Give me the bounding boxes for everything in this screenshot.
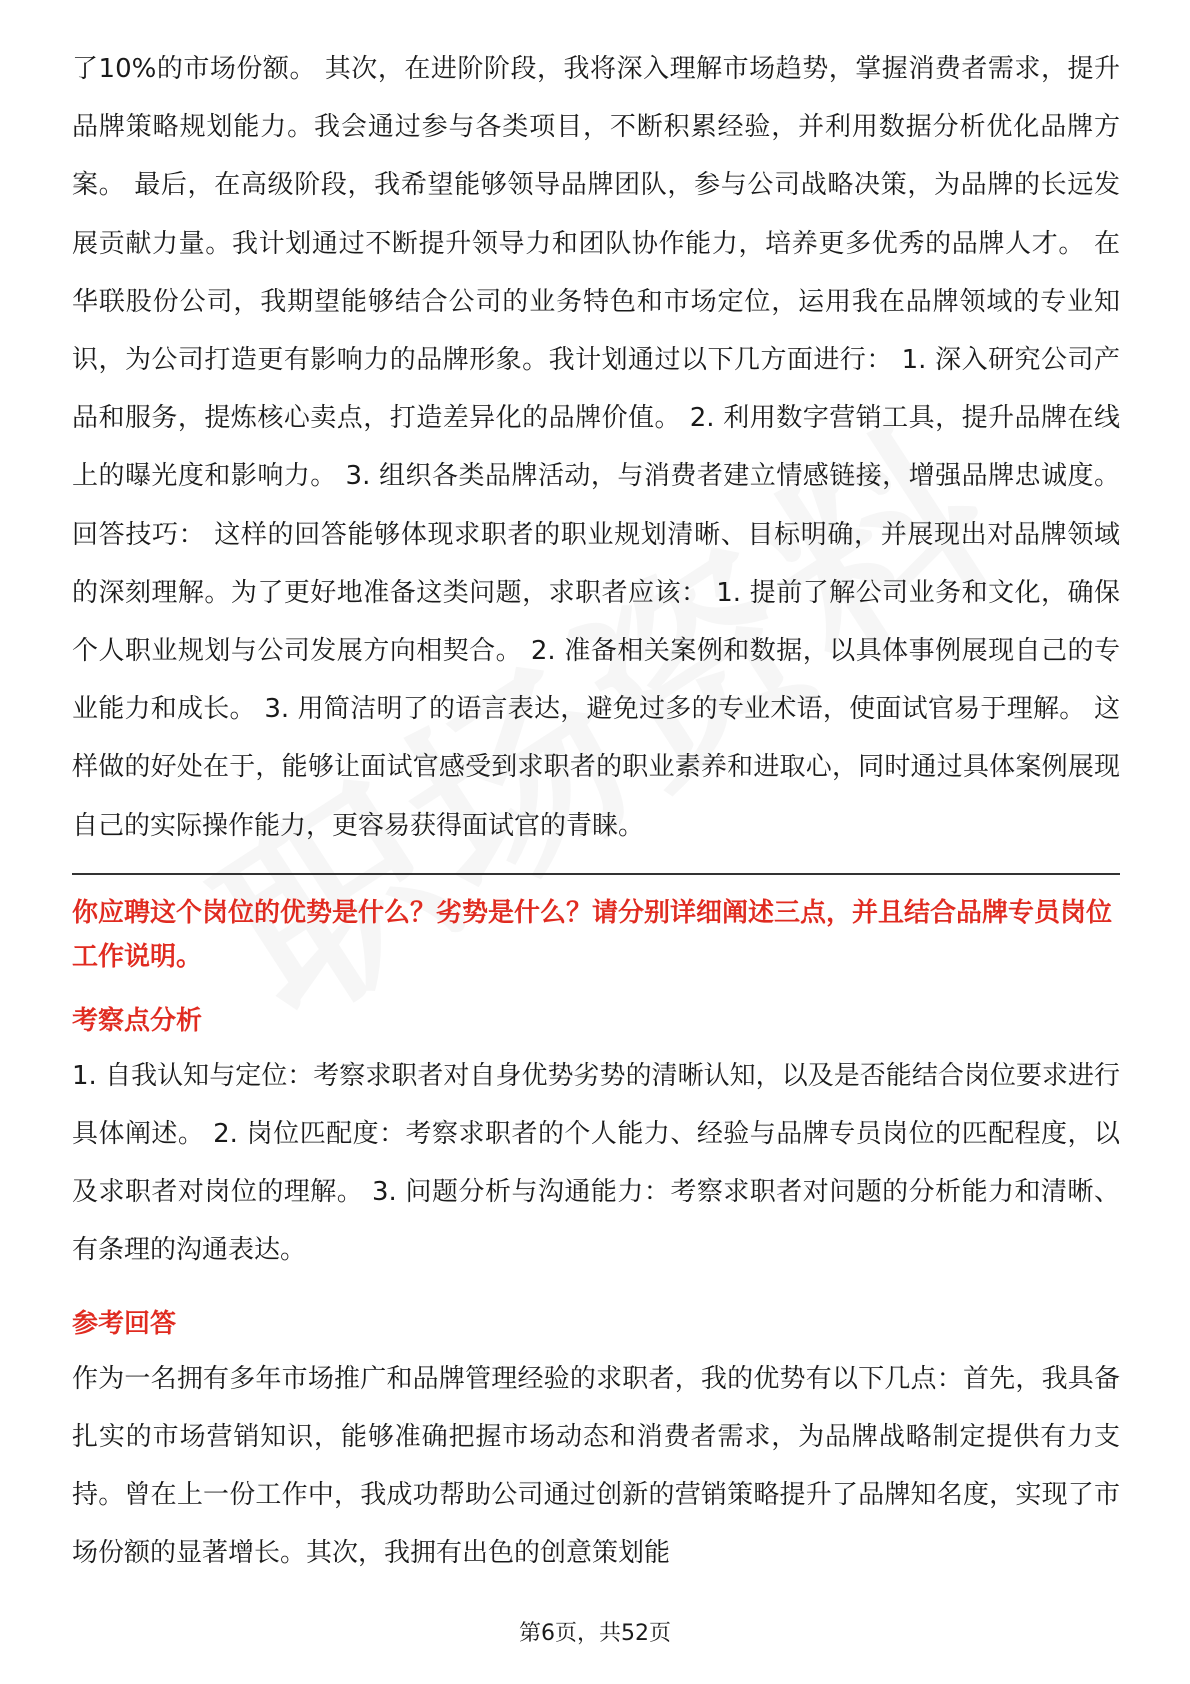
reference-heading: 参考回答 [72,1308,177,1339]
reference-section [72,1302,1120,1583]
section-divider [72,873,1120,875]
continuation-paragraph: 了10%的市场份额。 其次，在进阶阶段，我将深入理解市场趋势，掌握消费者需求，提升品牌策略规划能力。我会通过参与各类项目，不断积累经验，并利用数据分析优化品牌方案。 最后，在高级阶段，我希望能够领导品牌团队，参与公司战略决策，为品牌的长远发展贡献力量。我计划通过不断提升领导力和团队协作能力，培养更多优秀的品牌人才。 在华联股份公司，我期望能够结合公司的业务特色和市场定位，运用我在品牌领域的专业知识，为公司打造更有影响力的品牌形象。我计划通过以下几方面进行： 1. 深入研究公司产品和服务，提炼核心卖点，打造差异化的品牌价值。 2. 利用数字营销工具，提升品牌在线上的曝光度和影响力。 3. 组织各类品牌活动，与消费者建立情感链接，增强品牌忠诚度。 回答技巧： 这样的回答能够体现求职者的职业规划清晰、目标明确，并展现出对品牌领域的深刻理解。为了更好地准备这类问题，求职者应该： 1. 提前了解公司业务和文化，确保个人职业规划与公司发展方向相契合。 2. 准备相关案例和数据，以具体事例展现自己的专业能力和成长。 3. 用简洁明了的语言表达，避免过多的专业术语，使面试官易于理解。 这样做的好处在于，能够让面试官感受到求职者的职业素养和进取心，同时通过具体案例展现自己的实际操作能力，更容易获得面试官的青睐。 [72,54,1120,841]
interview-question: 你应聘这个岗位的优势是什么？劣势是什么？请分别详细阐述三点，并且结合品牌专员岗位工作说明。 [72,897,1113,972]
analysis-section [72,999,1120,1280]
analysis-heading: 考察点分析 [72,1005,203,1036]
analysis-text: 1. 自我认知与定位：考察求职者对自身优势劣势的清晰认知，以及是否能结合岗位要求进行具体阐述。 2. 岗位匹配度：考察求职者的个人能力、经验与品牌专员岗位的匹配程度，以及求职者对岗位的理解。 3. 问题分析与沟通能力：考察求职者对问题的分析能力和清晰、有条理的沟通表达。 [72,1060,1120,1266]
document-page [72,40,1120,1582]
reference-text: 作为一名拥有多年市场推广和品牌管理经验的求职者，我的优势有以下几点：首先，我具备扎实的市场营销知识，能够准确把握市场动态和消费者需求，为品牌战略制定提供有力支持。曾在上一份工作中，我成功帮助公司通过创新的营销策略提升了品牌知名度，实现了市场份额的显著增长。其次，我拥有出色的创意策划能 [72,1363,1120,1569]
page-number: 第6页，共52页 [519,1621,671,1646]
